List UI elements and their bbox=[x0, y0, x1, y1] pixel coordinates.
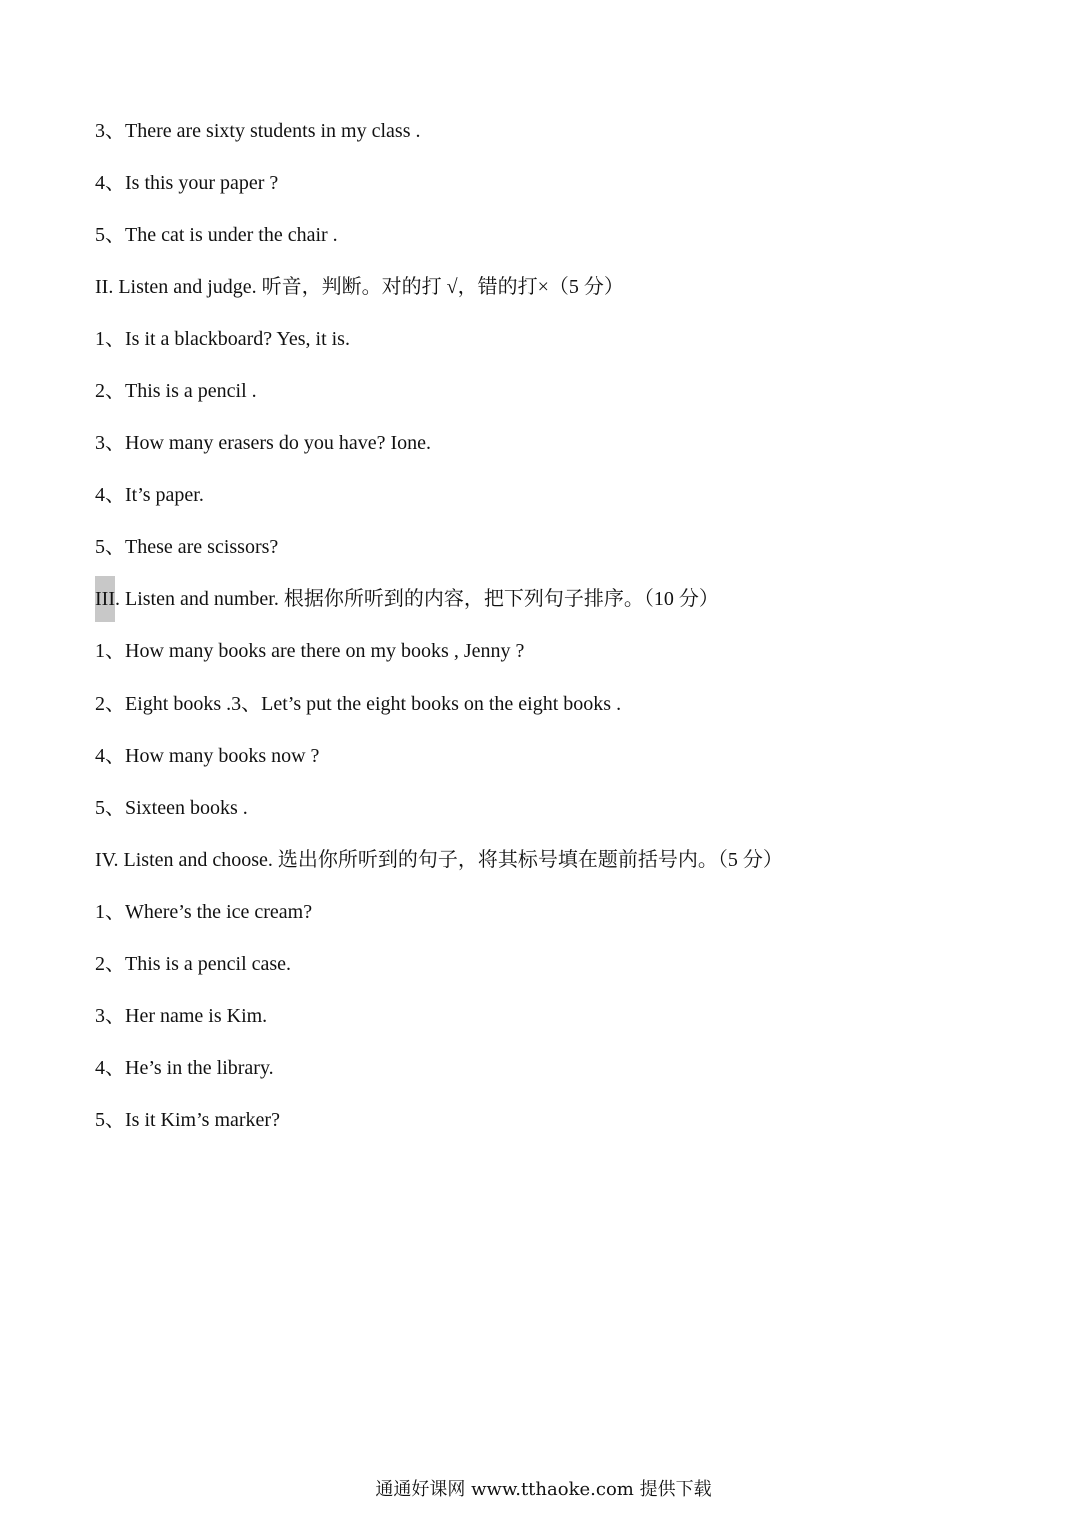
section4-heading: IV. Listen and choose. 选出你所听到的句子，将其标号填在题前括号内。（5 分） bbox=[95, 849, 783, 871]
section2-item-5: 5、These are scissors? bbox=[95, 536, 279, 558]
section4-item-1: 1、Where’s the ice cream? bbox=[95, 901, 313, 923]
page-footer: 通通好课网 www.tthaoke.com 提供下载 bbox=[375, 1479, 712, 1500]
section4-item-4: 4、He’s in the library. bbox=[95, 1057, 274, 1079]
section3-numeral: III bbox=[95, 576, 115, 622]
section4-item-2: 2、This is a pencil case. bbox=[95, 953, 292, 975]
section2-item-2: 2、This is a pencil . bbox=[95, 380, 257, 402]
section3-item-1: 1、How many books are there on my books , Jenny ? bbox=[95, 640, 525, 662]
section3-item-2: 2、Eight books .3、Let’s put the eight books on the eight books . bbox=[95, 693, 622, 715]
section1-item-5: 5、The cat is under the chair . bbox=[95, 224, 338, 246]
section3-item-5: 5、Sixteen books . bbox=[95, 797, 248, 819]
section1-item-4: 4、Is this your paper ? bbox=[95, 172, 279, 194]
section3-heading bbox=[95, 586, 719, 612]
section2-heading: II. Listen and judge. 听音，判断。对的打 √，错的打×（5 分） bbox=[95, 276, 624, 298]
section3-item-4: 4、How many books now ? bbox=[95, 745, 320, 767]
section4-item-5: 5、Is it Kim’s marker? bbox=[95, 1109, 280, 1131]
section1-item-3: 3、There are sixty students in my class . bbox=[95, 120, 421, 142]
section3-heading-text: . Listen and number. 根据你所听到的内容，把下列句子排序。（10 分） bbox=[114, 588, 719, 610]
section2-item-3: 3、How many erasers do you have? Ione. bbox=[95, 432, 432, 454]
section2-item-4: 4、It’s paper. bbox=[95, 484, 204, 506]
section4-item-3: 3、Her name is Kim. bbox=[95, 1005, 268, 1027]
section2-item-1: 1、Is it a blackboard? Yes, it is. bbox=[95, 328, 350, 350]
